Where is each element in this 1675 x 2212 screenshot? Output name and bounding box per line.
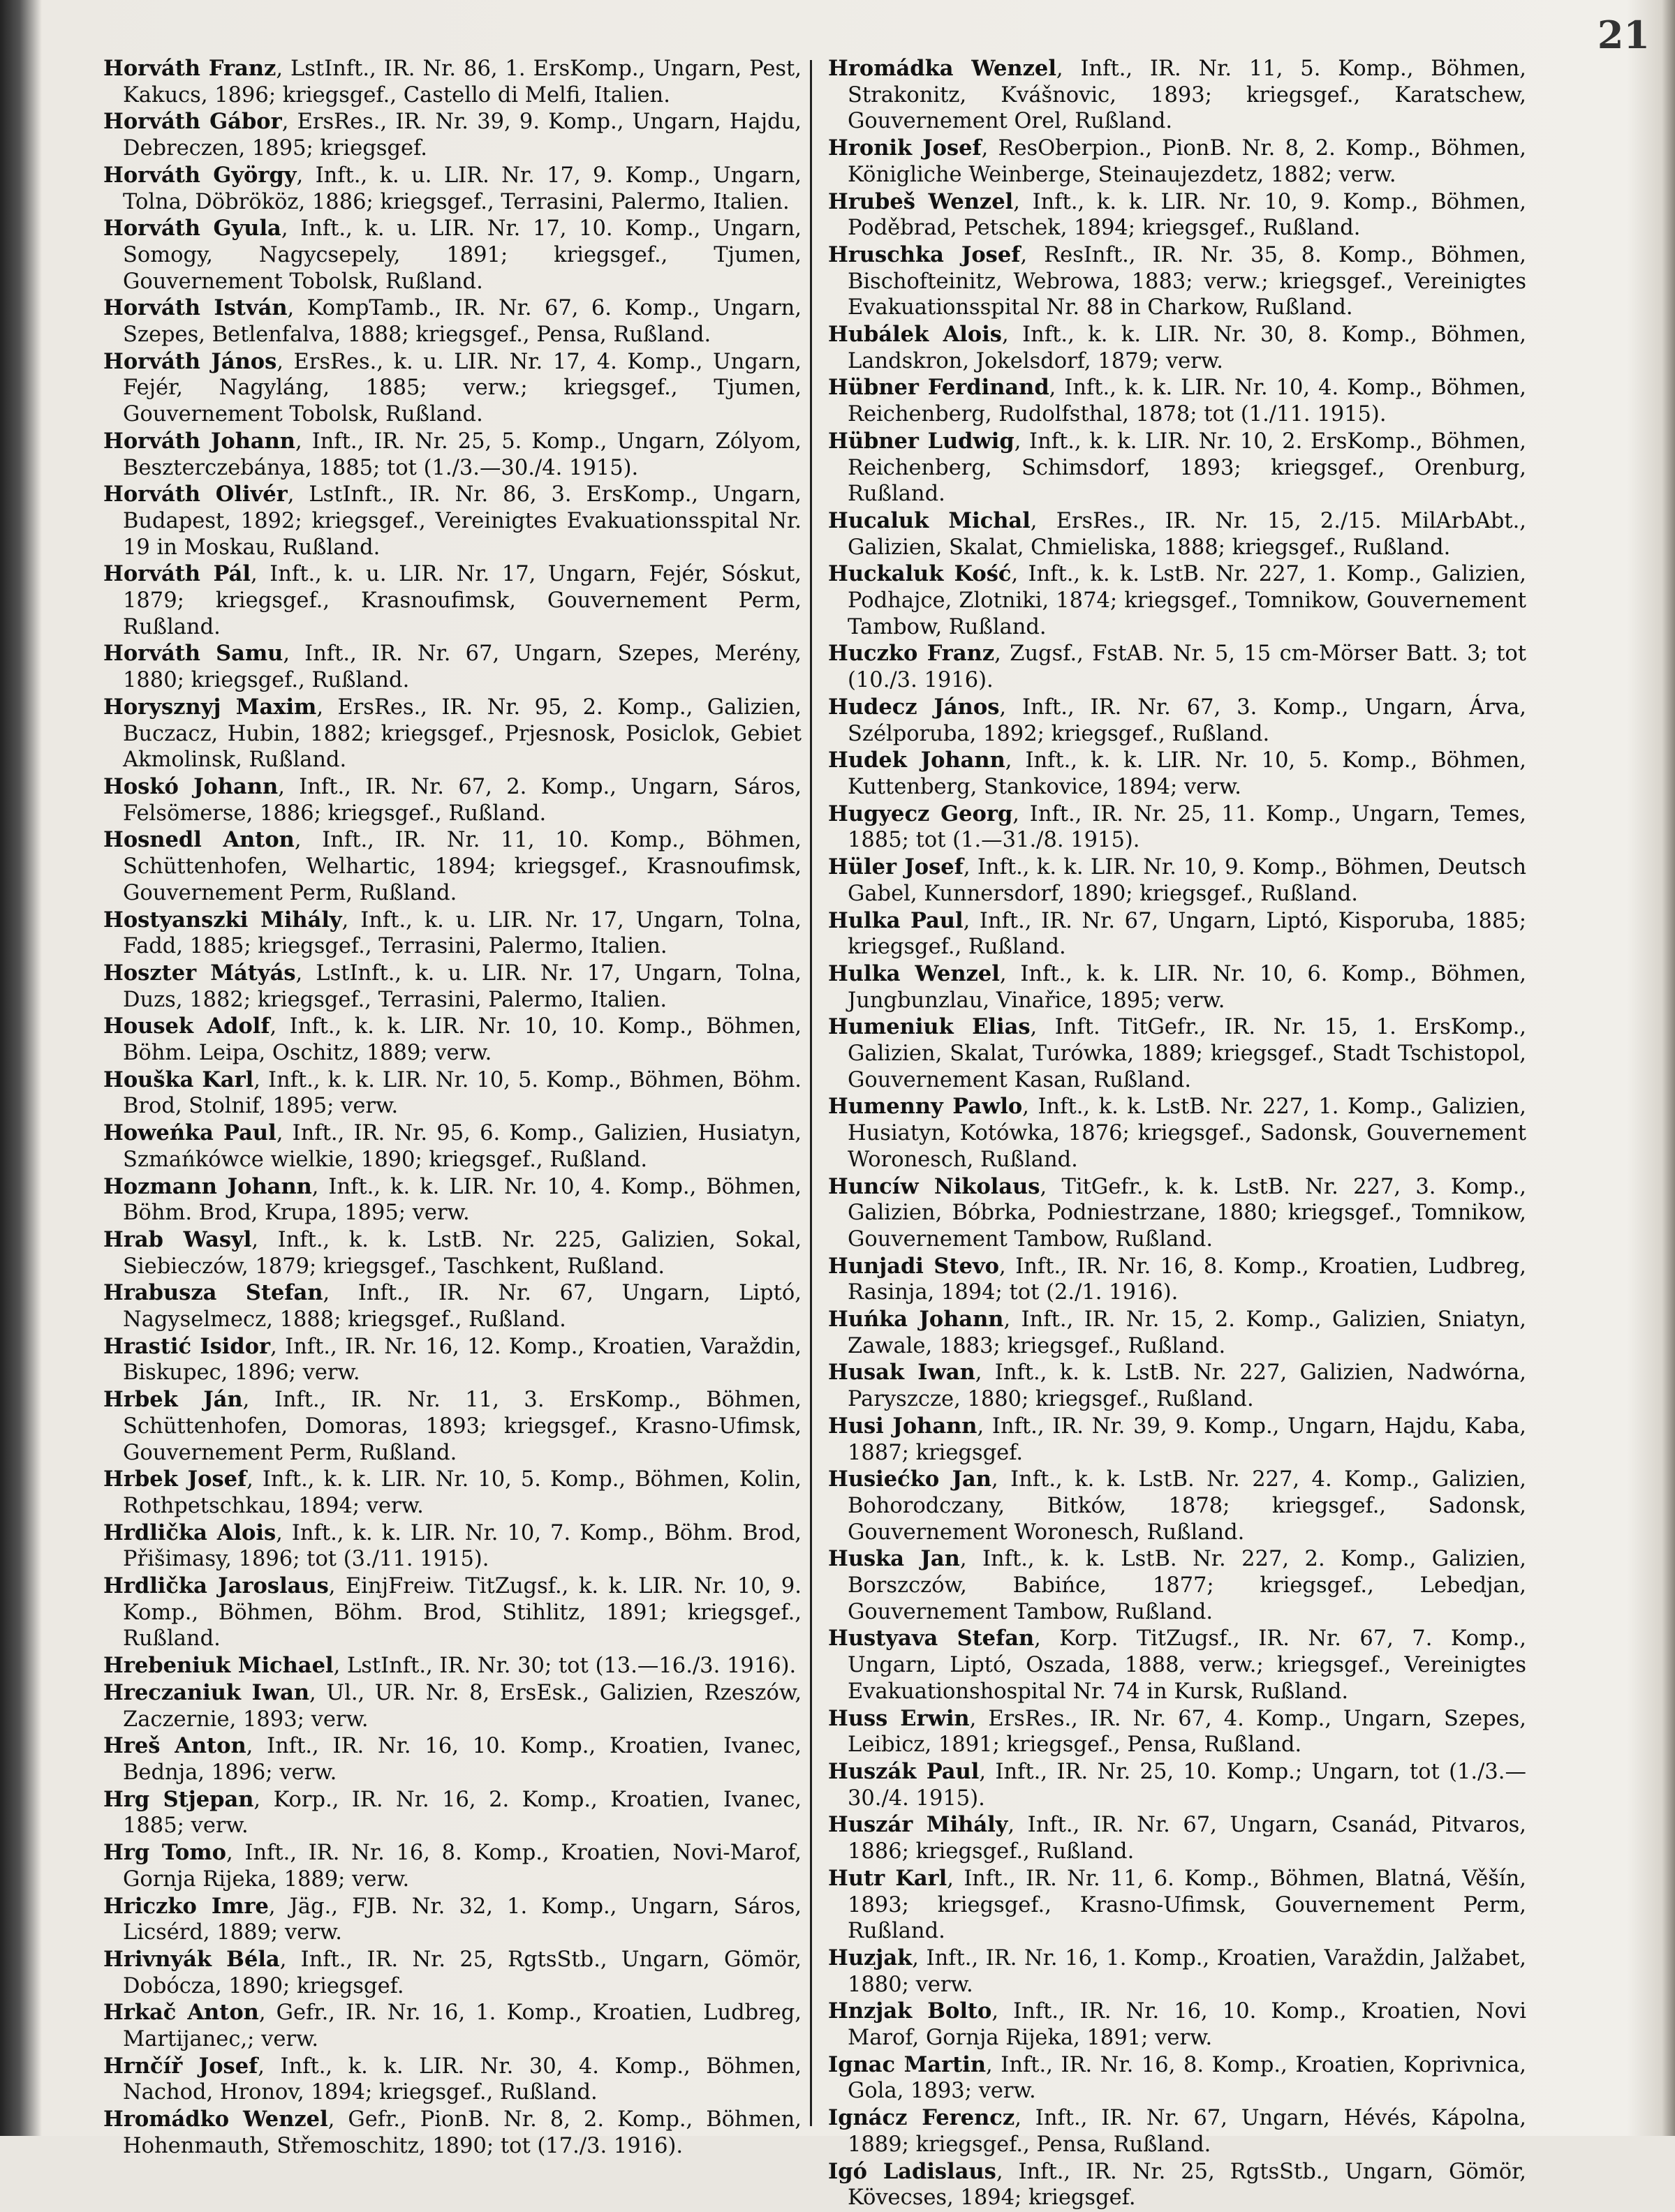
list-item — [828, 429, 1526, 507]
entry-name: Huńka Johann — [828, 1307, 1004, 1333]
entry-name: Hulka Wenzel — [828, 960, 1000, 986]
entry-details: , ErsRes., IR. Nr. 15, 2./15. MilArbAbt., Galizien, Skalat, Chmieliska, 1888; kriegsgef., Rußland. — [848, 508, 1526, 560]
entry-name: Hrabusza Stefan — [103, 1280, 323, 1306]
entry-name: Hunjadi Stevo — [828, 1253, 999, 1279]
entry-name: Hubálek Alois — [828, 322, 1002, 348]
list-item — [828, 2105, 1526, 2158]
entry-details: , Inft., IR. Nr. 16, 8. Komp., Kroatien, Novi-Marof, Gornja Rijeka, 1889; verw. — [123, 1841, 802, 1892]
list-item — [103, 163, 802, 215]
entry-details: , Inft., IR. Nr. 16, 1. Komp., Kroatien, Varaždin, Jalžabet, 1880; verw. — [848, 1945, 1526, 1997]
list-item — [103, 1733, 802, 1786]
entry-name: Horysznyj Maxim — [103, 694, 317, 720]
entry-details: , Inft., k. k. LIR. Nr. 10, 5. Komp., Böhmen, Kuttenberg, Stankovice, 1894; verw. — [848, 748, 1526, 799]
entry-name: Hübner Ferdinand — [828, 375, 1049, 401]
entry-name: Howeńka Paul — [103, 1120, 276, 1146]
entry-name: Hrivnyák Béla — [103, 1946, 280, 1972]
entry-name: Huczko Franz — [828, 641, 995, 667]
entry-name: Ignac Martin — [828, 2051, 987, 2077]
entry-name: Hosnedl Anton — [103, 827, 295, 853]
list-item — [828, 1467, 1526, 1545]
list-item — [828, 56, 1526, 135]
list-item — [828, 1866, 1526, 1945]
entry-name: Huszár Mihály — [828, 1812, 1008, 1838]
list-item — [103, 295, 802, 348]
entry-details: , Inft., k. k. LstB. Nr. 225, Galizien, Sokal, Siebieczów, 1879; kriegsgef., Taschkent, Rußland. — [123, 1227, 802, 1279]
list-item — [103, 1840, 802, 1892]
entry-name: Horváth Samu — [103, 641, 283, 667]
entry-details: , ErsRes., IR. Nr. 39, 9. Komp., Ungarn, Hajdu, Debreczen, 1895; kriegsgef. — [123, 110, 802, 161]
entry-details: , Gefr., IR. Nr. 16, 1. Komp., Kroatien, Ludbreg, Martijanec,; verw. — [123, 2001, 802, 2052]
entry-name: Hrbek Josef — [103, 1467, 247, 1492]
entry-details: , Jäg., FJB. Nr. 32, 1. Komp., Ungarn, Sáros, Licsérd, 1889; verw. — [123, 1894, 802, 1945]
list-item — [103, 1520, 802, 1573]
list-item — [103, 1947, 802, 1999]
list-item — [828, 748, 1526, 800]
list-item — [828, 242, 1526, 321]
list-item — [828, 695, 1526, 747]
list-item — [103, 1014, 802, 1066]
entry-name: Igó Ladislaus — [828, 2158, 996, 2184]
list-item — [103, 1227, 802, 1279]
entry-name: Horváth Gábor — [103, 109, 282, 135]
entry-details: , Inft., IR. Nr. 25, 5. Komp., Ungarn, Zólyom, Beszterczebánya, 1885; tot (1./3.—30./4. 1915). — [123, 429, 802, 480]
list-item — [828, 1706, 1526, 1758]
entry-details: , ErsRes., IR. Nr. 67, 4. Komp., Ungarn, Szepes, Leibicz, 1891; kriegsgef., Pensa, Rußland. — [848, 1706, 1526, 1758]
entry-name: Hrg Stjepan — [103, 1786, 254, 1812]
entry-details: , Gefr., PionB. Nr. 8, 2. Komp., Böhmen, Hohenmauth, Střemoschitz, 1890; tot (17./3. 1916). — [123, 2107, 802, 2158]
entry-details: , Korp. TitZugsf., IR. Nr. 67, 7. Komp., Ungarn, Liptó, Oszada, 1888, verw.; kriegsgef., Vereinigtes Evakuationshospital Nr. 74 in Kursk, Rußland. — [848, 1626, 1526, 1704]
entry-name: Huncíw Nikolaus — [828, 1173, 1040, 1199]
entry-name: Huska Jan — [828, 1546, 960, 1572]
entry-name: Horváth Olivér — [103, 482, 288, 507]
list-item — [828, 322, 1526, 374]
entry-details: , Inft., k. k. LIR. Nr. 30, 8. Komp., Böhmen, Landskron, Jokelsdorf, 1879; verw. — [848, 322, 1526, 373]
entry-details: , Inft., k. k. LstB. Nr. 227, 1. Komp., Galizien, Podhajce, Zlotniki, 1874; kriegsgef., Tomnikow, Gouvernement Tambow, Rußland. — [848, 562, 1526, 639]
entry-details: , Inft., IR. Nr. 16, 8. Komp., Kroatien, Koprivnica, Gola, 1893; verw. — [848, 2052, 1526, 2104]
entry-details: , Inft., k. k. LIR. Nr. 10, 9. Komp., Böhmen, Poděbrad, Petschek, 1894; kriegsgef., Rußland. — [848, 189, 1526, 241]
list-item — [828, 1413, 1526, 1466]
entry-details: , Inft., k. k. LstB. Nr. 227, 1. Komp., Galizien, Husiatyn, Kotówka, 1876; kriegsgef., Sadonsk, Gouvernement Woronesch, Rußland. — [848, 1094, 1526, 1172]
entry-name: Horváth Gyula — [103, 216, 281, 242]
entry-details: , Inft., IR. Nr. 11, 5. Komp., Böhmen, Strakonitz, Kvášnovic, 1893; kriegsgef., Karatschew, Gouvernement Orel, Rußland. — [848, 57, 1526, 134]
entry-details: , Inft., k. k. LstB. Nr. 227, 2. Komp., Galizien, Borszczów, Babińce, 1877; kriegsgef., Lebedjan, Gouvernement Tambow, Rußland. — [848, 1547, 1527, 1624]
entry-name: Hustyava Stefan — [828, 1626, 1035, 1651]
entry-details: , Inft., IR. Nr. 67, Ungarn, Csanád, Pitvaros, 1886; kriegsgef., Rußland. — [848, 1813, 1526, 1864]
list-item — [103, 1387, 802, 1466]
list-item — [103, 1120, 802, 1173]
entry-details: , TitGefr., k. k. LstB. Nr. 227, 3. Komp., Galizien, Bóbrka, Podniestrzane, 1880; kriegsgef., Tomnikow, Gouvernement Tambow, Rußland. — [848, 1174, 1526, 1252]
entry-name: Hudek Johann — [828, 748, 1005, 773]
entry-details: , ErsRes., k. u. LIR. Nr. 17, 4. Komp., Ungarn, Fejér, Nagyláng, 1885; verw.; kriegsgef., Tjumen, Gouvernement Tobolsk, Rußland. — [123, 349, 802, 427]
entry-details: , Inft., IR. Nr. 67, Ungarn, Hévés, Kápolna, 1889; kriegsgef., Pensa, Rußland. — [848, 2106, 1526, 2157]
entry-details: , Inft., IR. Nr. 67, Ungarn, Liptó, Nagyselmecz, 1888; kriegsgef., Rußland. — [123, 1281, 802, 1333]
entry-details: , Inft. TitGefr., IR. Nr. 15, 1. ErsKomp., Galizien, Skalat, Turówka, 1889; kriegsgef., Stadt Tschistopol, Gouvernement Kasan, Rußland. — [848, 1015, 1526, 1092]
entry-details: , Inft., k. u. LIR. Nr. 17, 10. Komp., Ungarn, Somogy, Nagycsepely, 1891; kriegsgef., Tjumen, Gouvernement Tobolsk, Rußland. — [123, 216, 802, 294]
entry-details: , Inft., k. k. LstB. Nr. 227, Galizien, Nadwórna, Paryszcze, 1880; kriegsgef., Rußland. — [848, 1360, 1527, 1412]
list-item — [103, 1280, 802, 1333]
list-item — [103, 561, 802, 640]
entry-details: , Inft., k. k. LIR. Nr. 10, 4. Komp., Böhmen, Böhm. Brod, Krupa, 1895; verw. — [123, 1174, 802, 1226]
entry-name: Hromádka Wenzel — [828, 56, 1056, 81]
list-item — [828, 2052, 1526, 2105]
entry-name: Hrubeš Wenzel — [828, 188, 1014, 214]
entry-name: Humenny Pawlo — [828, 1094, 1023, 1120]
entry-name: Hübner Ludwig — [828, 428, 1014, 454]
list-item — [828, 801, 1526, 854]
list-item — [103, 1680, 802, 1732]
entry-name: Hreczaniuk Iwan — [103, 1679, 310, 1705]
entry-details: , Inft., k. k. LIR. Nr. 10, 10. Komp., Böhmen, Böhm. Leipa, Oschitz, 1889; verw. — [123, 1014, 802, 1066]
entry-details: , ResOberpion., PionB. Nr. 8, 2. Komp., Böhmen, Königliche Weinberge, Steinaujezdetz, 1882; verw. — [848, 136, 1526, 187]
list-item — [103, 774, 802, 826]
list-item — [103, 349, 802, 428]
list-item — [103, 1174, 802, 1226]
entry-name: Hrastić Isidor — [103, 1333, 271, 1359]
entry-details: , Inft., k. k. LstB. Nr. 227, 4. Komp., Galizien, Bohorodczany, Bitków, 1878; kriegsgef., Sadonsk, Gouvernement Woronesch, Rußland. — [848, 1467, 1526, 1545]
entry-name: Hüler Josef — [828, 854, 964, 880]
entry-name: Hoskó Johann — [103, 773, 279, 799]
entry-name: Hromádko Wenzel — [103, 2107, 328, 2132]
entry-details: , Inft., IR. Nr. 39, 9. Komp., Ungarn, Hajdu, Kaba, 1887; kriegsgef. — [848, 1413, 1526, 1465]
list-item — [103, 56, 802, 108]
list-item — [103, 641, 802, 693]
entry-details: , Inft., IR. Nr. 95, 6. Komp., Galizien, Husiatyn, Szmańkówce wielkie, 1890; kriegsgef., Rußland. — [123, 1121, 802, 1172]
list-item — [103, 827, 802, 906]
entry-name: Huszák Paul — [828, 1759, 980, 1784]
list-item — [828, 1360, 1526, 1412]
entry-name: Hutr Karl — [828, 1865, 947, 1891]
list-item — [828, 2159, 1526, 2211]
entry-details: , Inft., IR. Nr. 16, 8. Komp., Kroatien, Ludbreg, Rasinja, 1894; tot (2./1. 1916). — [848, 1254, 1526, 1305]
entry-details: , Ul., UR. Nr. 8, ErsEsk., Galizien, Rzeszów, Zaczernie, 1893; verw. — [123, 1680, 802, 1732]
list-item — [103, 216, 802, 295]
entry-details: , Inft., IR. Nr. 16, 10. Komp., Kroatien, Ivanec, Bednja, 1896; verw. — [123, 1734, 802, 1785]
list-item — [103, 1467, 802, 1519]
entry-details: , Inft., k. k. LIR. Nr. 30, 4. Komp., Böhmen, Nachod, Hronov, 1894; kriegsgef., Rußland. — [123, 2054, 802, 2105]
entry-name: Hrdlička Jaroslaus — [103, 1573, 329, 1599]
list-item — [103, 2054, 802, 2106]
list-item — [103, 695, 802, 773]
list-item — [828, 961, 1526, 1014]
list-item — [103, 1573, 802, 1652]
entry-name: Hronik Josef — [828, 135, 982, 161]
entry-details: , Inft., k. k. LIR. Nr. 10, 5. Komp., Böhmen, Böhm. Brod, Stolnif, 1895; verw. — [123, 1067, 802, 1119]
entry-name: Horváth Johann — [103, 428, 295, 454]
entry-details: , Inft., k. k. LIR. Nr. 10, 4. Komp., Böhmen, Reichenberg, Rudolfsthal, 1878; tot (1./11. 1915). — [848, 376, 1526, 427]
entry-details: , LstInft., IR. Nr. 86, 1. ErsKomp., Ungarn, Pest, Kakucs, 1896; kriegsgef., Castello di Melfi, Italien. — [123, 57, 802, 107]
entry-details: , Inft., IR. Nr. 25, 10. Komp.; Ungarn, tot (1./3.—30./4. 1915). — [848, 1760, 1526, 1811]
entry-details: , Inft., k. u. LIR. Nr. 17, Ungarn, Fejér, Sóskut, 1879; kriegsgef., Krasnoufimsk, Gouvernement Perm, Rußland. — [123, 562, 802, 639]
list-item — [103, 2000, 802, 2052]
list-item — [828, 1014, 1526, 1093]
entry-name: Hnzjak Bolto — [828, 1998, 992, 2024]
list-item — [828, 1307, 1526, 1359]
entry-name: Huckaluk Kość — [828, 561, 1012, 587]
entry-details: , Inft., IR. Nr. 25, RgtsStb., Ungarn, Gömör, Dobócza, 1890; kriegsgef. — [123, 1947, 802, 1998]
entry-name: Hrdlička Alois — [103, 1520, 276, 1545]
list-item — [828, 1174, 1526, 1253]
entry-name: Hrkač Anton — [103, 2000, 259, 2026]
entry-name: Hrab Wasyl — [103, 1226, 252, 1252]
list-item — [828, 561, 1526, 640]
list-item — [103, 1894, 802, 1946]
entry-details: , LstInft., IR. Nr. 86, 3. ErsKomp., Ungarn, Budapest, 1892; kriegsgef., Vereinigtes Evakuationsspital Nr. 19 in Moskau, Rußland. — [123, 482, 802, 560]
list-item — [828, 1254, 1526, 1306]
entry-details: , ResInft., IR. Nr. 35, 8. Komp., Böhmen, Bischofteinitz, Webrowa, 1883; verw.; kriegsgef., Vereinigtes Evakuationsspital Nr. 88 in Charkow, Rußland. — [848, 242, 1527, 320]
entry-details: , Zugsf., FstAB. Nr. 5, 15 cm-Mörser Batt. 3; tot (10./3. 1916). — [848, 641, 1527, 693]
entry-details: , Inft., IR. Nr. 67, Ungarn, Szepes, Merény, 1880; kriegsgef., Rußland. — [123, 641, 802, 693]
list-item — [828, 641, 1526, 693]
entry-details: , Inft., k. k. LIR. Nr. 10, 6. Komp., Böhmen, Jungbunzlau, Vinařice, 1895; verw. — [848, 961, 1526, 1013]
entry-name: Hruschka Josef — [828, 242, 1021, 267]
list-item — [828, 135, 1526, 188]
list-item — [828, 1812, 1526, 1864]
entry-details: , Inft., IR. Nr. 25, 11. Komp., Ungarn, Temes, 1885; tot (1.—31./8. 1915). — [848, 801, 1526, 853]
entry-name: Ignácz Ferencz — [828, 2105, 1015, 2131]
entry-name: Hrg Tomo — [103, 1840, 226, 1866]
entry-name: Hucaluk Michal — [828, 507, 1031, 533]
entry-details: , Inft., IR. Nr. 15, 2. Komp., Galizien, Sniatyn, Zawale, 1883; kriegsgef., Rußland. — [848, 1307, 1527, 1358]
list-item — [103, 1653, 802, 1679]
list-item — [103, 907, 802, 960]
left-column — [103, 56, 802, 2160]
entry-name: Horváth János — [103, 348, 277, 374]
entry-name: Huzjak — [828, 1945, 913, 1970]
entry-name: Hrebeniuk Michael — [103, 1653, 334, 1679]
entry-details: , Inft., IR. Nr. 16, 10. Komp., Kroatien, Novi Marof, Gornja Rijeka, 1891; verw. — [848, 1999, 1526, 2051]
entry-name: Hoszter Mátyás — [103, 960, 296, 986]
list-item — [103, 2107, 802, 2159]
entry-name: Hrnčíř Josef — [103, 2053, 258, 2079]
entry-details: , EinjFreiw. TitZugsf., k. k. LIR. Nr. 10, 9. Komp., Böhmen, Böhm. Brod, Stihlitz, 1891; kriegsgef., Rußland. — [123, 1574, 802, 1651]
list-item — [828, 1546, 1526, 1625]
list-item — [828, 1998, 1526, 2051]
entry-name: Horváth György — [103, 162, 297, 188]
entry-name: Humeniuk Elias — [828, 1014, 1031, 1040]
list-item — [103, 1334, 802, 1386]
entry-name: Huss Erwin — [828, 1705, 970, 1731]
list-item — [103, 482, 802, 561]
entry-details: , LstInft., IR. Nr. 30; tot (13.—16./3. 1916). — [333, 1654, 797, 1679]
entry-details: , Inft., k. k. LIR. Nr. 10, 5. Komp., Böhmen, Kolin, Rothpetschkau, 1894; verw. — [123, 1467, 802, 1518]
right-column — [828, 56, 1526, 2212]
entry-details: , ErsRes., IR. Nr. 95, 2. Komp., Galizien, Buczacz, Hubin, 1882; kriegsgef., Prjesnosk, Posiclok, Gebiet Akmolinsk, Rußland. — [123, 695, 802, 773]
entry-name: Horváth István — [103, 295, 288, 321]
list-item — [828, 375, 1526, 427]
list-item — [828, 508, 1526, 561]
entry-details: , Inft., IR. Nr. 67, 2. Komp., Ungarn, Sáros, Felsömerse, 1886; kriegsgef., Rußland. — [123, 774, 802, 826]
entry-details: , Inft., IR. Nr. 25, RgtsStb., Ungarn, Gömör, Kövecses, 1894; kriegsgef. — [848, 2159, 1526, 2211]
entry-name: Hrbek Ján — [103, 1387, 243, 1413]
entry-details: , Inft., k. k. LIR. Nr. 10, 2. ErsKomp., Böhmen, Reichenberg, Schimsdorf, 1893; kriegsgef., Orenburg, Rußland. — [848, 429, 1527, 507]
entry-name: Husi Johann — [828, 1413, 977, 1439]
entry-name: Husak Iwan — [828, 1360, 975, 1386]
list-item — [828, 1626, 1526, 1705]
list-item — [828, 1759, 1526, 1811]
entry-details: , Inft., k. u. LIR. Nr. 17, Ungarn, Tolna, Fadd, 1885; kriegsgef., Terrasini, Palermo, Italien. — [123, 907, 802, 959]
entry-details: , KompTamb., IR. Nr. 67, 6. Komp., Ungarn, Szepes, Betlenfalva, 1888; kriegsgef., Pensa, Rußland. — [123, 296, 802, 348]
list-item — [828, 1094, 1526, 1173]
entry-details: , Korp., IR. Nr. 16, 2. Komp., Kroatien, Ivanec, 1885; verw. — [123, 1787, 802, 1839]
entry-name: Horváth Franz — [103, 56, 276, 81]
list-item — [828, 854, 1526, 907]
entry-details: , LstInft., k. u. LIR. Nr. 17, Ungarn, Tolna, Duzs, 1882; kriegsgef., Terrasini, Palermo, Italien. — [123, 960, 802, 1012]
entry-name: Hudecz János — [828, 694, 1000, 720]
list-item — [103, 960, 802, 1013]
list-item — [828, 908, 1526, 960]
entry-name: Hriczko Imre — [103, 1893, 269, 1919]
list-item — [828, 1945, 1526, 1998]
page-number: 21 — [1597, 13, 1650, 57]
entry-name: Hozmann Johann — [103, 1173, 312, 1199]
entry-name: Hreš Anton — [103, 1733, 246, 1759]
entry-details: , Inft., IR. Nr. 67, Ungarn, Liptó, Kisporuba, 1885; kriegsgef., Rußland. — [848, 908, 1526, 960]
list-item — [103, 429, 802, 481]
list-item — [103, 109, 802, 161]
entry-name: Hugyecz Georg — [828, 801, 1013, 826]
entry-name: Hostyanszki Mihály — [103, 907, 342, 933]
entry-details: , Inft., IR. Nr. 67, 3. Komp., Ungarn, Árva, Szélporuba, 1892; kriegsgef., Rußland. — [848, 695, 1526, 746]
entry-details: , Inft., IR. Nr. 11, 3. ErsKomp., Böhmen, Schüttenhofen, Domoras, 1893; kriegsgef., Krasno-Ufimsk, Gouvernement Perm, Rußland. — [123, 1388, 802, 1465]
column-divider — [810, 60, 812, 2126]
list-item — [103, 1787, 802, 1839]
entry-details: , Inft., k. u. LIR. Nr. 17, 9. Komp., Ungarn, Tolna, Döbrököz, 1886; kriegsgef., Terrasini, Palermo, Italien. — [123, 163, 802, 214]
entry-details: , Inft., k. k. LIR. Nr. 10, 7. Komp., Böhm. Brod, Přišimasy, 1896; tot (3./11. 1915). — [123, 1520, 802, 1572]
entry-details: , Inft., IR. Nr. 16, 12. Komp., Kroatien, Varaždin, Biskupec, 1896; verw. — [123, 1334, 802, 1386]
entry-details: , Inft., k. k. LIR. Nr. 10, 9. Komp., Böhmen, Deutsch Gabel, Kunnersdorf, 1890; kriegsgef., Rußland. — [848, 855, 1526, 906]
list-item — [828, 189, 1526, 242]
entry-details: , Inft., IR. Nr. 11, 10. Komp., Böhmen, Schüttenhofen, Welhartic, 1894; kriegsgef., Krasnoufimsk, Gouvernement Perm, Rußland. — [123, 828, 802, 905]
entry-name: Hulka Paul — [828, 907, 964, 933]
entry-name: Housek Adolf — [103, 1014, 270, 1039]
list-item — [103, 1067, 802, 1120]
entry-name: Husiećko Jan — [828, 1467, 991, 1492]
entry-name: Horváth Pál — [103, 561, 251, 587]
entry-name: Houška Karl — [103, 1067, 254, 1092]
entry-details: , Inft., IR. Nr. 11, 6. Komp., Böhmen, Blatná, Věšín, 1893; kriegsgef., Krasno-Ufimsk, Gouvernement Perm, Rußland. — [848, 1866, 1526, 1944]
